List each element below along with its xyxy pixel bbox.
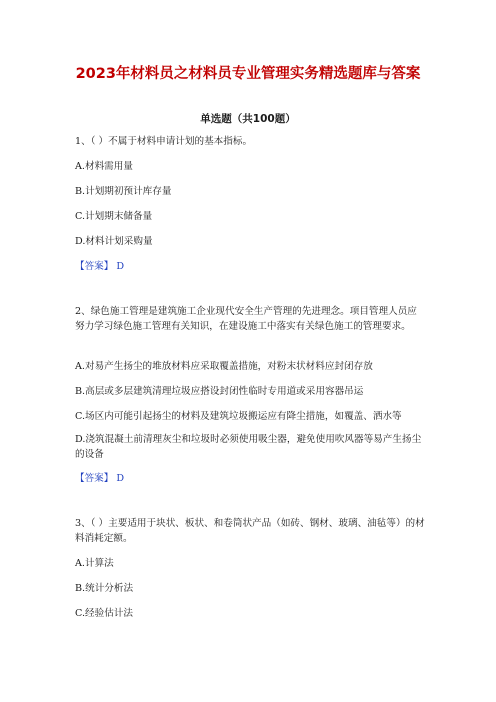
question-1-option-c: C.计划期末储备量 bbox=[75, 211, 153, 222]
question-1-option-a: A.材料需用量 bbox=[75, 161, 133, 172]
question-1-option-b: B.计划期初预计库存量 bbox=[75, 186, 172, 197]
document-title: 2023年材料员之材料员专业管理实务精选题库与答案 bbox=[75, 66, 421, 82]
question-2-option-b: B.高层或多层建筑清理垃圾应搭设封闭性临时专用道或采用容器吊运 bbox=[75, 386, 364, 397]
question-1-option-d: D.材料计划采购量 bbox=[75, 236, 153, 247]
question-3-option-a: A.计算法 bbox=[75, 558, 114, 569]
question-2-stem: 2、绿色施工管理是建筑施工企业现代安全生产管理的先进理念。项目管理人员应努力学习绿色施工管理有关知识，在建设施工中落实有关绿色施工的管理要求。 bbox=[75, 306, 417, 332]
question-3-option-b: B.统计分析法 bbox=[75, 583, 134, 594]
question-2-option-d: D.浇筑混凝土前清理灰尘和垃圾时必须使用吸尘器，避免使用吹风器等易产生扬尘的设备 bbox=[75, 434, 422, 460]
question-1-answer: 【答案】 D bbox=[75, 261, 125, 272]
section-title: 单选题（共100题） bbox=[200, 113, 296, 125]
question-1-stem: 1、（ ）不属于材料申请计划的基本指标。 bbox=[75, 136, 253, 147]
question-2-option-c: C.场区内可能引起扬尘的材料及建筑垃圾搬运应有降尘措施，如覆盖、洒水等 bbox=[75, 411, 402, 422]
question-2-option-a: A.对易产生扬尘的堆放材料应采取覆盖措施，对粉末状材料应封闭存放 bbox=[75, 361, 373, 372]
question-3-stem: 3、（ ）主要适用于块状、板状、和卷筒状产品（如砖、钢材、玻璃、油毡等）的材料消耗定额。 bbox=[75, 518, 425, 544]
question-2-answer: 【答案】 D bbox=[75, 473, 125, 484]
question-3-option-c: C.经验估计法 bbox=[75, 608, 134, 619]
